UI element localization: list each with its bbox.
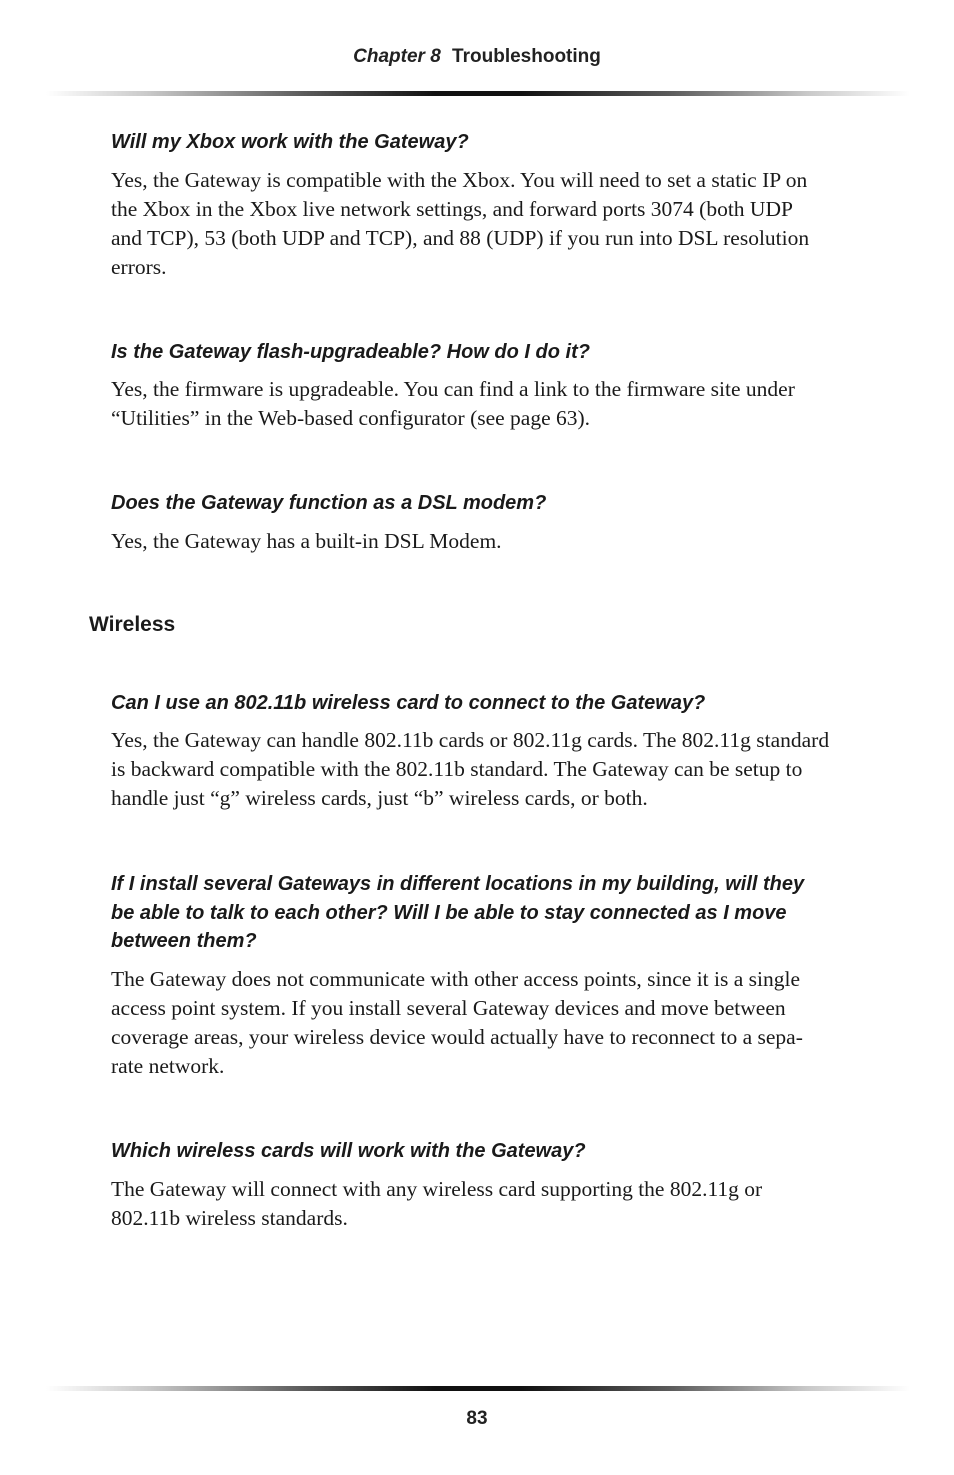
answer-line: Yes, the firmware is upgradeable. You can find a link to the firmware site under (111, 377, 795, 401)
chapter-label: Chapter 8 (353, 46, 441, 67)
question-line: If I install several Gateways in different locations in my building, will they (111, 873, 805, 895)
faq-answer-80211b (111, 726, 871, 813)
answer-line: The Gateway will connect with any wireless card supporting the 802.11g or (111, 1177, 763, 1201)
answer-line: access point system. If you install several Gateway devices and move between (111, 996, 786, 1020)
faq-answer-flash (111, 375, 871, 433)
question-line: be able to talk to each other? Will I be able to stay connected as I move (111, 901, 787, 924)
answer-line: “Utilities” in the Web-based configurator (see page 63). (111, 406, 591, 430)
faq-answer-dsl-modem (111, 527, 871, 556)
faq-question-wireless-cards: Which wireless cards will work with the Gateway? (111, 1140, 586, 1162)
page-number: 83 (466, 1408, 488, 1429)
answer-line: and TCP), 53 (both UDP and TCP), and 88 (UDP) if you run into DSL resolution (111, 226, 810, 250)
question-line: between them? (111, 930, 257, 952)
answer-line: the Xbox in the Xbox live network settings, and forward ports 3074 (both UDP (111, 197, 793, 221)
faq-question-dsl-modem: Does the Gateway function as a DSL modem? (111, 492, 547, 514)
answer-line: Yes, the Gateway can handle 802.11b cards or 802.11g cards. The 802.11g standard (111, 728, 830, 752)
answer-line: coverage areas, your wireless device would actually have to reconnect to a sepa- (111, 1025, 803, 1049)
chapter-title: Troubleshooting (452, 46, 601, 67)
answer-line: rate network. (111, 1054, 225, 1078)
answer-line: 802.11b wireless standards. (111, 1206, 348, 1230)
faq-question-multiple-gateways (111, 870, 871, 956)
answer-line: Yes, the Gateway is compatible with the Xbox. You will need to set a static IP on (111, 168, 808, 192)
running-header (0, 46, 954, 68)
faq-question-80211b: Can I use an 802.11b wireless card to connect to the Gateway? (111, 692, 706, 714)
faq-question-flash: Is the Gateway flash-upgradeable? How do I do it? (111, 341, 590, 363)
faq-answer-xbox (111, 166, 871, 282)
faq-answer-multiple-gateways (111, 965, 871, 1081)
faq-question-xbox: Will my Xbox work with the Gateway? (111, 131, 469, 153)
section-heading-wireless: Wireless (89, 613, 176, 636)
answer-line: Yes, the Gateway has a built-in DSL Modem. (111, 529, 502, 553)
answer-line: errors. (111, 255, 167, 279)
answer-line: The Gateway does not communicate with other access points, since it is a single (111, 967, 801, 991)
header-rule (46, 91, 910, 96)
footer-rule (46, 1386, 910, 1391)
answer-line: is backward compatible with the 802.11b standard. The Gateway can be setup to (111, 757, 803, 781)
answer-line: handle just “g” wireless cards, just “b” wireless cards, or both. (111, 786, 648, 810)
faq-answer-wireless-cards (111, 1175, 871, 1233)
